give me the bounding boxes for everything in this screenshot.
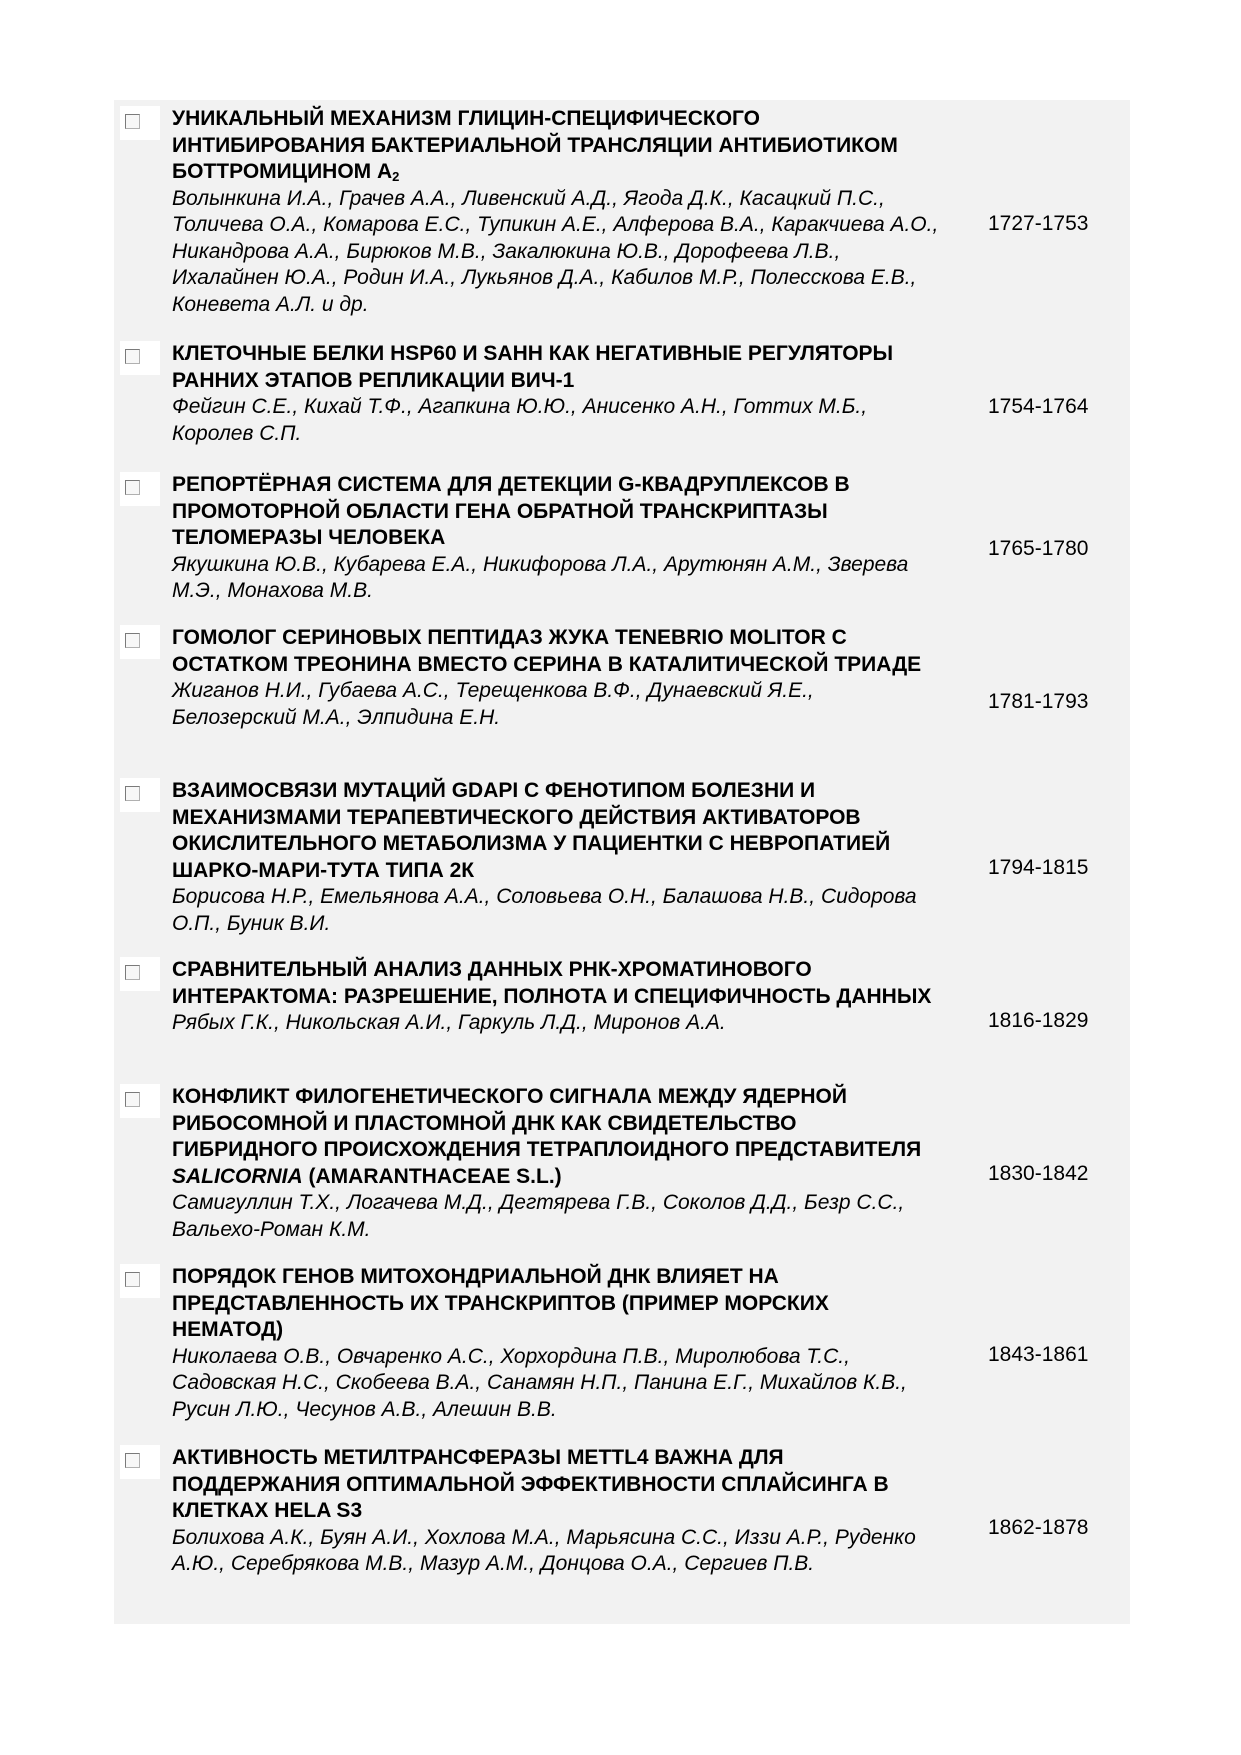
article-pages: 1862-1878 [988, 1515, 1089, 1539]
article-title[interactable]: ГОМОЛОГ СЕРИНОВЫХ ПЕПТИДАЗ ЖУКА TENEBRIO MOLITOR С ОСТАТКОМ ТРЕОНИНА ВМЕСТО СЕРИНА В КАТАЛИТИЧЕСКОЙ ТРИАДЕ [172, 626, 922, 676]
article-title[interactable]: СРАВНИТЕЛЬНЫЙ АНАЛИЗ ДАННЫХ РНК-ХРОМАТИНОВОГО ИНТЕРАКТОМА: РАЗРЕШЕНИЕ, ПОЛНОТА И СПЕЦИФИЧНОСТЬ ДАННЫХ [172, 958, 932, 1008]
article-checkbox[interactable] [120, 957, 160, 991]
article-checkbox[interactable] [120, 106, 160, 140]
checkbox-cell [114, 1084, 172, 1264]
article-checkbox[interactable] [120, 1264, 160, 1298]
article-row [114, 778, 1130, 957]
article-content [172, 341, 940, 447]
checkbox-cell [114, 957, 172, 1084]
article-content [172, 106, 940, 318]
article-row [114, 1084, 1130, 1264]
article-content [172, 957, 940, 1037]
article-row [114, 341, 1130, 472]
article-row [114, 106, 1130, 341]
article-content [172, 1264, 940, 1423]
checkbox-cell [114, 778, 172, 957]
checkbox-cell [114, 1445, 172, 1610]
article-title[interactable]: АКТИВНОСТЬ МЕТИЛТРАНСФЕРАЗЫ METTL4 ВАЖНА ДЛЯ ПОДДЕРЖАНИЯ ОПТИМАЛЬНОЙ ЭФФЕКТИВНОСТИ СПЛАЙСИНГА В КЛЕТКАХ HELA S3 [172, 1446, 889, 1522]
article-row [114, 957, 1130, 1084]
article-pages: 1816-1829 [988, 1008, 1089, 1032]
article-authors: Якушкина Ю.В., Кубарева Е.А., Никифорова Л.А., Арутюнян А.М., Зверева М.Э., Монахова М.В. [172, 552, 909, 602]
article-row [114, 472, 1130, 625]
article-authors: Рябых Г.К., Никольская А.И., Гаркуль Л.Д., Миронов А.А. [172, 1011, 726, 1034]
article-authors: Николаева О.В., Овчаренко А.С., Хорхордина П.В., Миролюбова Т.С., Садовская Н.С., Скобеева В.А., Санамян Н.П., Панина Е.Г., Михайлов К.В., Русин Л.Ю., Чесунов А.В., Алешин В.В. [172, 1344, 907, 1421]
article-row [114, 1264, 1130, 1445]
article-content [172, 472, 940, 605]
article-authors: Фейгин С.Е., Кихай Т.Ф., Агапкина Ю.Ю., Анисенко А.Н., Готтих М.Б., Королев С.П. [172, 395, 868, 445]
article-title[interactable]: ПОРЯДОК ГЕНОВ МИТОХОНДРИАЛЬНОЙ ДНК ВЛИЯЕТ НА ПРЕДСТАВЛЕННОСТЬ ИХ ТРАНСКРИПТОВ (ПРИМЕР МОРСКИХ НЕМАТОД) [172, 1265, 829, 1341]
article-authors: Волынкина И.А., Грачев А.А., Ливенский А.Д., Ягода Д.К., Касацкий П.С., Толичева О.А., Комарова Е.С., Тупикин А.Е., Алферова В.А., Каракчиева А.О., Никандрова А.А., Бирюков М.В., Закалюкина Ю.В., Дорофеева Л.В., Ихалайнен Ю.А., Родин И.А., Лукьянов Д.А., Кабилов М.Р., Полесскова Е.В., Коневета А.Л. и др. [172, 186, 939, 316]
article-title[interactable]: ВЗАИМОСВЯЗИ МУТАЦИЙ GDAPI С ФЕНОТИПОМ БОЛЕЗНИ И МЕХАНИЗМАМИ ТЕРАПЕВТИЧЕСКОГО ДЕЙСТВИЯ АКТИВАТОРОВ ОКИСЛИТЕЛЬНОГО МЕТАБОЛИЗМА У ПАЦИЕНТКИ С НЕВРОПАТИЕЙ ШАРКО-МАРИ-ТУТА ТИПА 2К [172, 779, 891, 882]
checkbox-cell [114, 1264, 172, 1445]
article-title[interactable]: КЛЕТОЧНЫЕ БЕЛКИ HSP60 И SAHH КАК НЕГАТИВНЫЕ РЕГУЛЯТОРЫ РАННИХ ЭТАПОВ РЕПЛИКАЦИИ ВИЧ-1 [172, 342, 894, 392]
checkbox-cell [114, 106, 172, 341]
article-content [172, 1084, 940, 1243]
article-content [172, 1445, 940, 1578]
article-row [114, 1445, 1130, 1610]
title-italic-genus: SALICORNIA [172, 1164, 303, 1188]
article-authors: Болихова А.К., Буян А.И., Хохлова М.А., Марьясина С.С., Иззи А.Р., Руденко А.Ю., Серебрякова М.В., Мазур А.М., Донцова О.А., Сергиев П.В. [172, 1525, 916, 1575]
article-checkbox[interactable] [120, 1445, 160, 1479]
article-pages: 1843-1861 [988, 1342, 1089, 1366]
article-pages: 1765-1780 [988, 536, 1089, 560]
article-checkbox[interactable] [120, 1084, 160, 1118]
article-checkbox[interactable] [120, 778, 160, 812]
article-title[interactable] [172, 106, 940, 186]
article-pages: 1727-1753 [988, 211, 1089, 235]
checkbox-cell [114, 625, 172, 778]
article-pages: 1754-1764 [988, 394, 1089, 418]
checkbox-cell [114, 472, 172, 625]
article-content [172, 778, 940, 937]
article-pages: 1830-1842 [988, 1162, 1089, 1185]
article-authors: Жиганов Н.И., Губаева А.С., Терещенкова В.Ф., Дунаевский Я.Е., Белозерский М.А., Элпидина Е.Н. [172, 679, 814, 729]
article-row [114, 625, 1130, 778]
checkbox-cell [114, 341, 172, 472]
article-checkbox[interactable] [120, 625, 160, 659]
article-authors: Борисова Н.Р., Емельянова А.А., Соловьева О.Н., Балашова Н.В., Сидорова О.П., Буник В.И. [172, 885, 917, 935]
article-title[interactable]: РЕПОРТЁРНАЯ СИСТЕМА ДЛЯ ДЕТЕКЦИИ G-КВАДРУПЛЕКСОВ В ПРОМОТОРНОЙ ОБЛАСТИ ГЕНА ОБРАТНОЙ ТРАНСКРИПТАЗЫ ТЕЛОМЕРАЗЫ ЧЕЛОВЕКА [172, 473, 850, 549]
article-content [172, 625, 940, 731]
article-title-text: КОНФЛИКТ ФИЛОГЕНЕТИЧЕСКОГО СИГНАЛА МЕЖДУ ЯДЕРНОЙ РИБОСОМНОЙ И ПЛАСТОМНОЙ ДНК КАК СВИДЕТЕЛЬСТВО ГИБРИДНОГО ПРОИСХОЖДЕНИЯ ТЕТРАПЛОИДНОГО ПРЕДСТАВИТЕЛЯ [172, 1085, 922, 1161]
article-title[interactable] [172, 1084, 940, 1190]
article-checkbox[interactable] [120, 472, 160, 506]
article-title-text: УНИКАЛЬНЫЙ МЕХАНИЗМ ГЛИЦИН-СПЕЦИФИЧЕСКОГО ИНТИБИРОВАНИЯ БАКТЕРИАЛЬНОЙ ТРАНСЛЯЦИИ АНТИБИОТИКОМ БОТТРОМИЦИНОМ А [172, 107, 898, 183]
article-pages: 1794-1815 [988, 855, 1089, 879]
article-authors: Самигуллин Т.Х., Логачева М.Д., Дегтярева Г.В., Соколов Д.Д., Безр С.С., Вальехо-Роман К.М. [172, 1191, 905, 1241]
article-list [114, 106, 1130, 1610]
article-pages: 1781-1793 [988, 689, 1089, 713]
article-title-text: (AMARANTHACEAE S.L.) [302, 1164, 562, 1188]
title-subscript: 2 [392, 169, 400, 184]
article-checkbox[interactable] [120, 341, 160, 375]
